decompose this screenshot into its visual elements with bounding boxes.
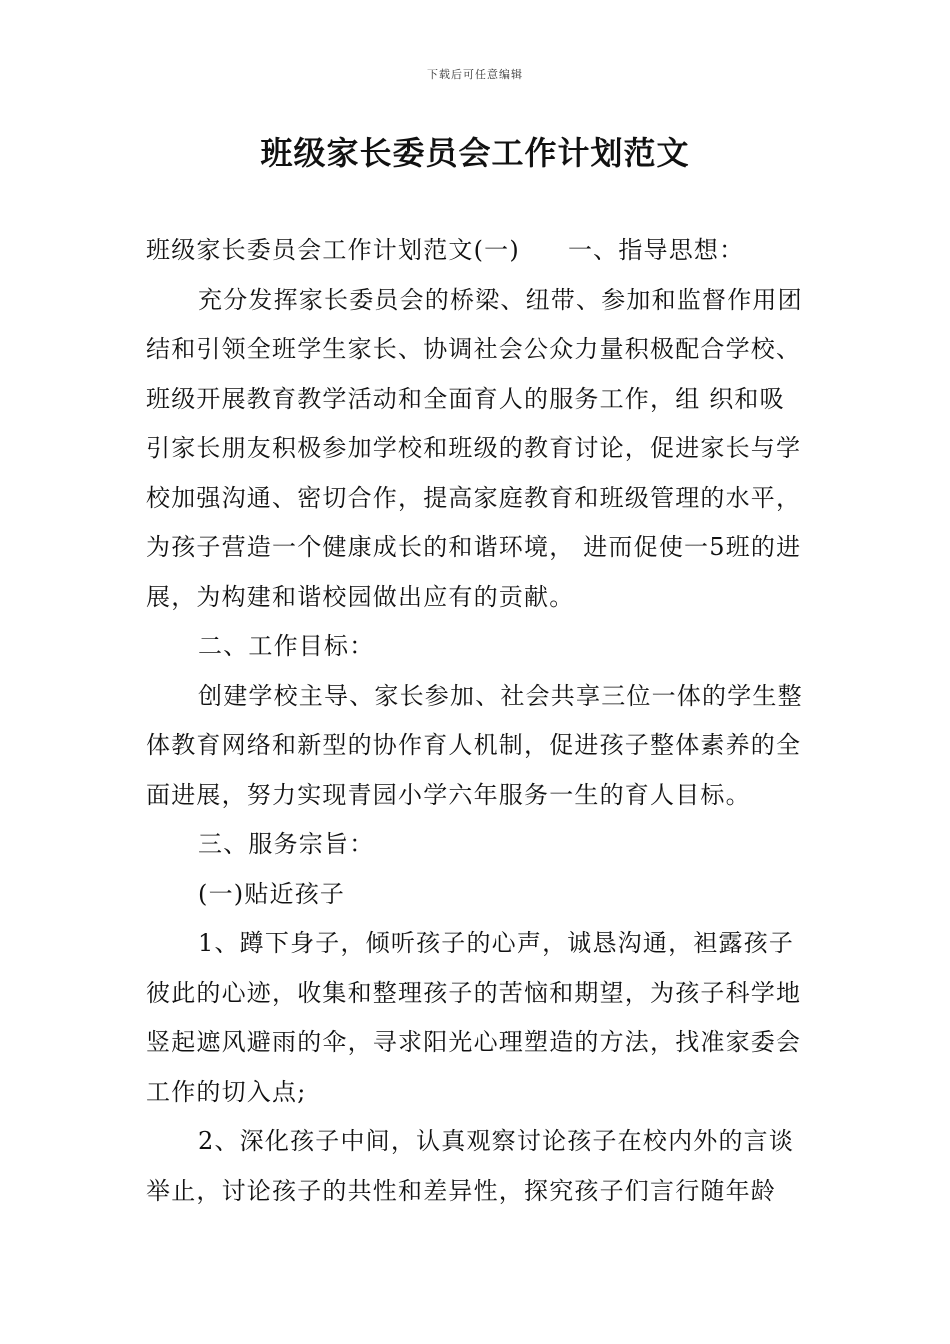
document-body [146,226,806,1216]
section-heading-2: 二、工作目标： [198,632,375,660]
paragraph-item-2: 2、深化孩子中间，认真观察讨论孩子在校内外的言谈举止，讨论孩子的共性和差异性，探究孩子们言行随年龄 [146,1127,795,1205]
section-heading-1: 一、指导思想： [567,236,745,264]
subsection-heading-3-1: (一)贴近孩子 [198,879,346,908]
paragraph-work-goal: 创建学校主导、家长参加、社会共享三位一体的学生整体教育网络和新型的协作育人机制，促进孩子整体素养的全面进展，努力实现青园小学六年服务一生的育人目标。 [146,681,803,809]
header-note: 下载后可任意编辑 [427,68,523,81]
intro-line [146,226,806,276]
intro-heading: 班级家长委员会工作计划范文(一) [146,236,520,264]
document-title: 班级家长委员会工作计划范文 [260,134,690,172]
paragraph-item-1: 1、蹲下身子，倾听孩子的心声，诚恳沟通，袒露孩子彼此的心迹，收集和整理孩子的苦恼和期望，为孩子科学地竖起遮风避雨的伞，寻求阳光心理塑造的方法，找准家委会工作的切入点; [146,929,802,1106]
paragraph-guiding-thought: 充分发挥家长委员会的桥梁、纽带、参加和监督作用团结和引领全班学生家长、协调社会公众力量积极配合学校、班级开展教育教学活动和全面育人的服务工作，组 织和吸引家长朋友积极参加学校和班级的教育讨论，促进家长与学校加强沟通、密切合作，提高家庭教育和班级管理的水平，为孩子营造一个健康成长的和谐环境， 进而促使一5班的进展，为构建和谐校园做出应有的贡献。 [146,285,803,611]
section-heading-3: 三、服务宗旨： [198,830,375,858]
